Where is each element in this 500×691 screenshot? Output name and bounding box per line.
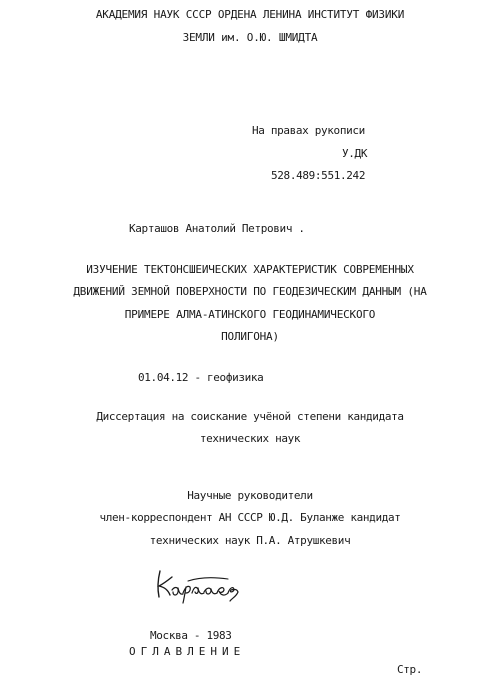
dissertation-degree-line2: технических наук bbox=[199, 432, 301, 445]
dissertation-degree-line1: Диссертация на соискание учёной степени кандидата bbox=[96, 410, 404, 423]
specialty-code: 01.04.12 - геофизика bbox=[138, 371, 264, 384]
title-line-3: ПРИМЕРЕ АЛМА-АТИНСКОГО ГЕОДИНАМИЧЕСКОГО bbox=[124, 308, 376, 321]
page-column-label: Стр. bbox=[397, 663, 423, 676]
supervisors-line3: технических наук П.А. Атрушкевич bbox=[149, 534, 351, 547]
supervisors-line2: член-корреспондент АН СССР Ю.Д. Буланже кандидат bbox=[99, 511, 401, 524]
title-line-2: ДВИЖЕНИЙ ЗЕМНОЙ ПОВЕРХНОСТИ ПО ГЕОДЕЗИЧЕСКИМ ДАННЫМ (НА bbox=[73, 285, 427, 298]
title-line-1: ИЗУЧЕНИЕ ТЕКТОНСШЕИЧЕСКИХ ХАРАКТЕРИСТИК СОВРЕМЕННЫХ bbox=[86, 263, 414, 276]
handwritten-signature bbox=[148, 565, 248, 605]
institute-name-line1: АКАДЕМИЯ НАУК СССР ОРДЕНА ЛЕНИНА ИНСТИТУТ ФИЗИКИ bbox=[95, 8, 405, 21]
table-of-contents-heading: ОГЛАВЛЕНИЕ bbox=[129, 645, 246, 658]
supervisors-heading: Научные руководители bbox=[187, 489, 313, 502]
city-year: Москва - 1983 bbox=[150, 629, 232, 642]
institute-name-line2: ЗЕМЛИ им. О.Ю. ШМИДТА bbox=[182, 31, 318, 44]
author-name: Карташов Анатолий Петрович . bbox=[129, 222, 305, 235]
title-line-4: ПОЛИГОНА) bbox=[221, 330, 279, 343]
manuscript-rights: На правах рукописи bbox=[252, 124, 365, 137]
udc-label: У.ДК bbox=[342, 147, 368, 160]
udc-code: 528.489:551.242 bbox=[271, 169, 366, 182]
